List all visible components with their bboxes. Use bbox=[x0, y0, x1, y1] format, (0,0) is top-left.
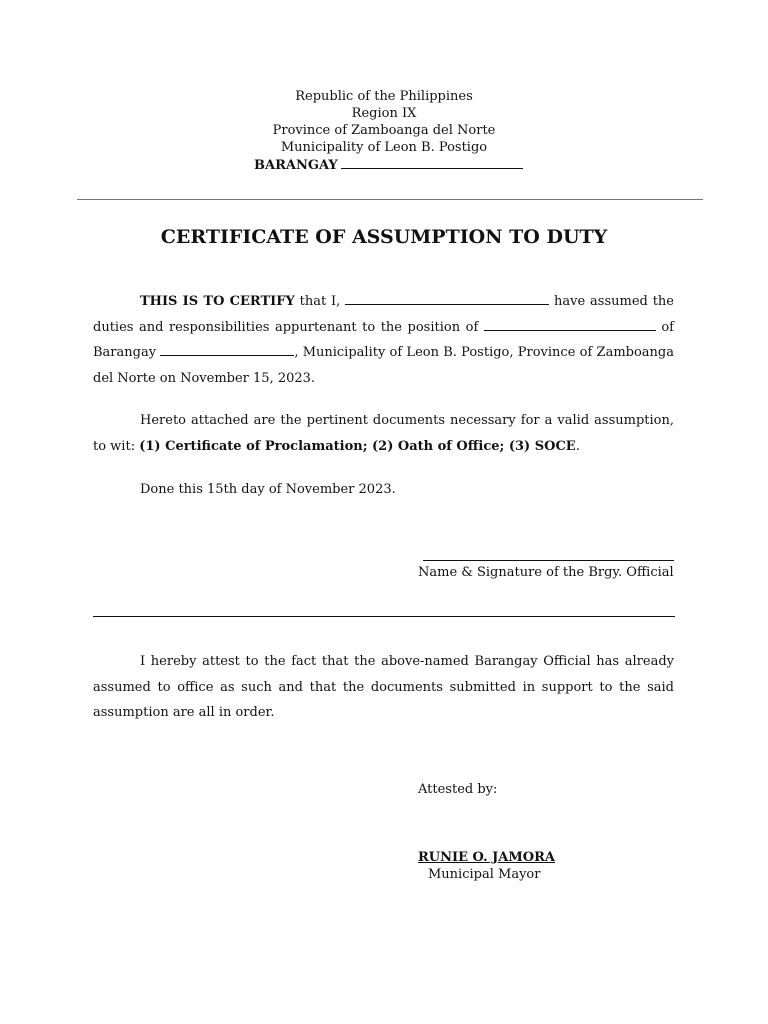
attested-by-label: Attested by: bbox=[418, 782, 498, 797]
certify-text-1: that I, bbox=[294, 294, 346, 309]
certify-text-3: of Barangay bbox=[93, 319, 674, 360]
barangay-name-blank bbox=[160, 343, 294, 356]
done-paragraph: Done this 15th day of November 2023. bbox=[140, 482, 396, 497]
header-barangay bbox=[254, 156, 523, 173]
official-name-blank bbox=[345, 292, 549, 305]
mayor-name: RUNIE O. JAMORA bbox=[418, 850, 555, 865]
attached-text-2: . bbox=[575, 438, 580, 454]
barangay-label: BARANGAY bbox=[254, 158, 338, 173]
certify-lead: THIS IS TO CERTIFY bbox=[140, 294, 295, 309]
signature-caption: Name & Signature of the Brgy. Official bbox=[418, 565, 674, 580]
attached-paragraph bbox=[93, 408, 674, 459]
header-divider bbox=[77, 199, 703, 200]
certify-paragraph bbox=[93, 289, 674, 391]
attest-paragraph: I hereby attest to the fact that the above-named Barangay Official has already assumed to office as such and that the documents submitted in support to the said assumption are all in order. bbox=[93, 654, 674, 720]
header-municipality: Municipality of Leon B. Postigo bbox=[280, 140, 488, 155]
barangay-blank-line bbox=[341, 156, 523, 169]
header-republic: Republic of the Philippines bbox=[295, 89, 473, 104]
section-divider bbox=[93, 616, 675, 617]
attached-text-1: Hereto attached are the pertinent documents necessary for a valid assumption, to wit: bbox=[93, 413, 674, 454]
attached-documents-list: (1) Certificate of Proclamation; (2) Oath of Office; (3) SOCE bbox=[139, 438, 576, 454]
header-region: Region IX bbox=[351, 106, 417, 121]
position-blank bbox=[484, 318, 656, 331]
header-province: Province of Zamboanga del Norte bbox=[272, 123, 496, 138]
document-title: CERTIFICATE OF ASSUMPTION TO DUTY bbox=[160, 226, 608, 248]
certify-text-4: , Municipality of Leon B. Postigo, Province of Zamboanga del Norte on November 15, 2023. bbox=[93, 345, 674, 386]
letterhead bbox=[0, 88, 768, 156]
mayor-title: Municipal Mayor bbox=[428, 867, 541, 882]
signature-line bbox=[423, 560, 674, 561]
certify-text-2: have assumed the duties and responsibilities appurtenant to the position of bbox=[93, 294, 674, 335]
